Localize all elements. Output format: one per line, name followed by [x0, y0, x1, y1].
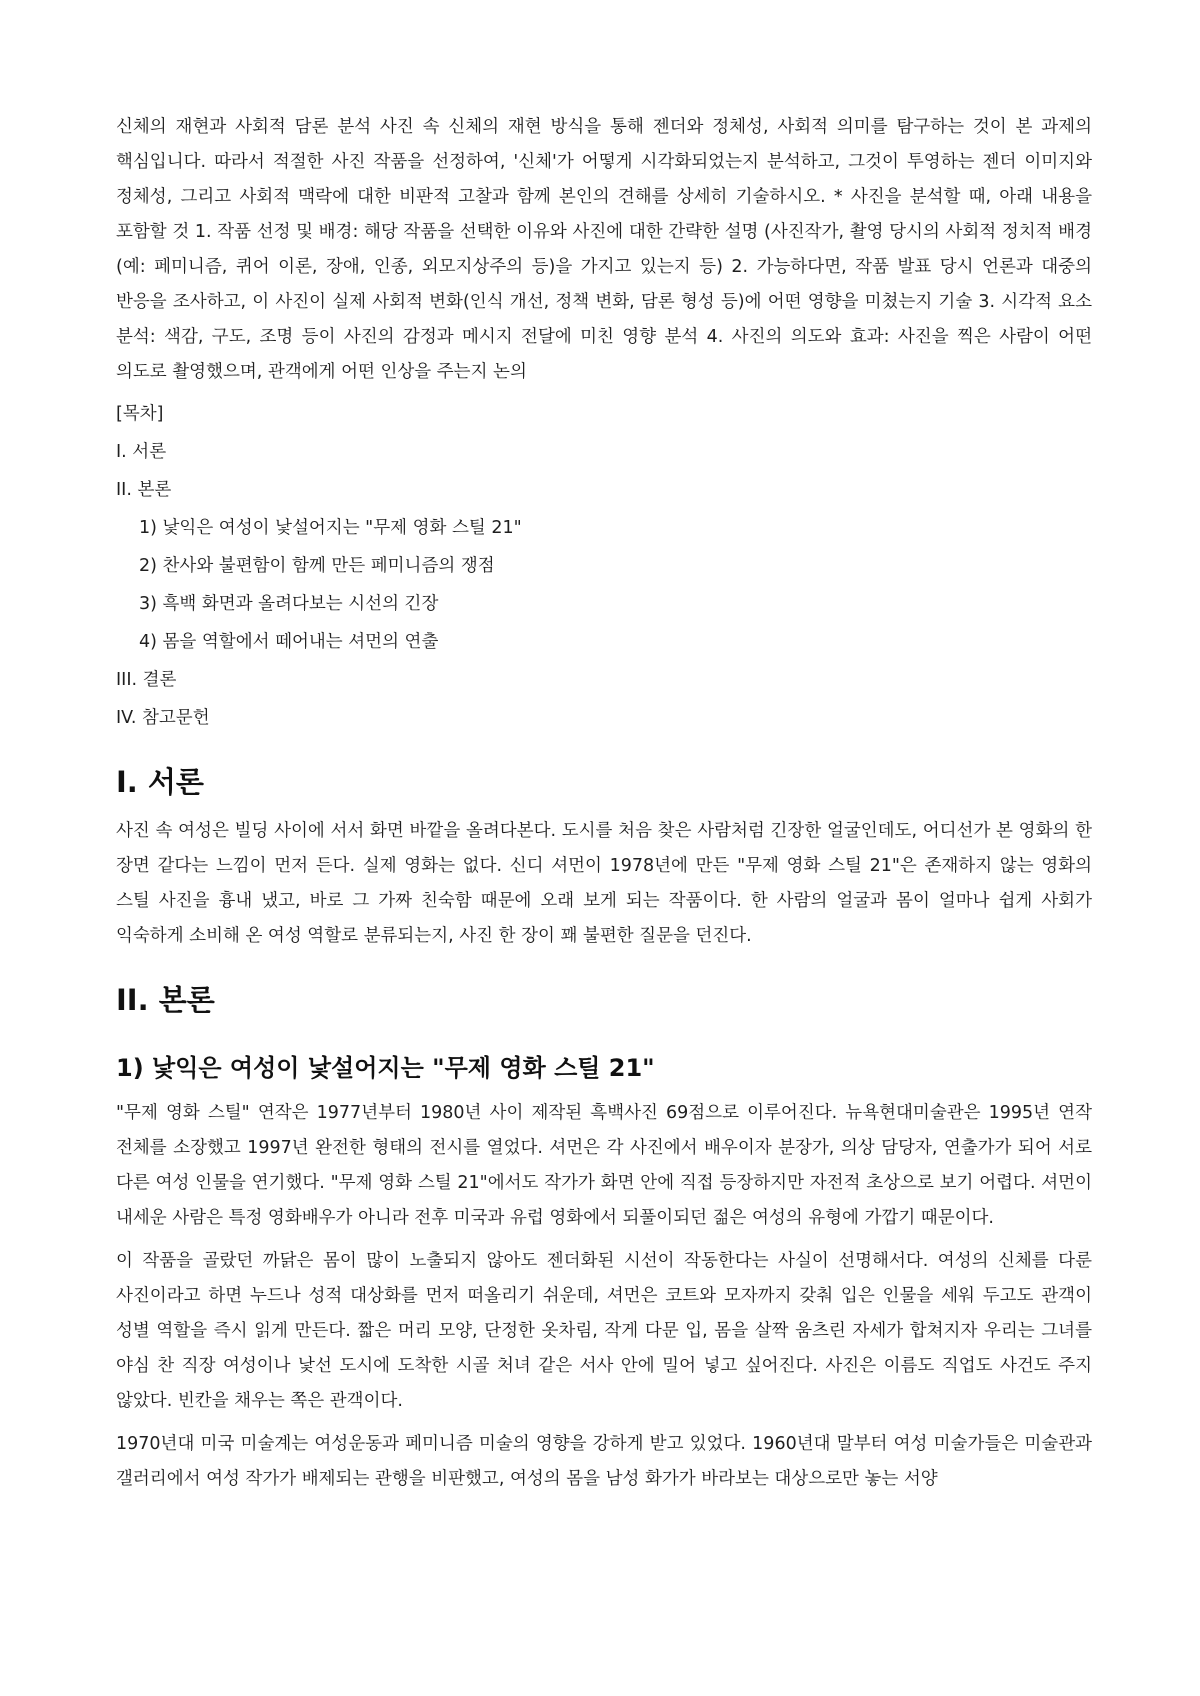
section-heading-body: II. 본론: [116, 983, 215, 1017]
body-paragraph: "무제 영화 스틸" 연작은 1977년부터 1980년 사이 제작된 흑백사진 69점으로 이루어진다. 뉴욕현대미술관은 1995년 연작 전체를 소장했고 1997년 완전한 형태의 전시를 열었다. 셔먼은 각 사진에서 배우이자 분장가, 의상 담당자, 연출가가 되어 서로 다른 여성 인물을 연기했다. "무제 영화 스틸 21"에서도 작가가 화면 안에 직접 등장하지만 자전적 초상으로 보기 어렵다. 셔먼이 내세운 사람은 특정 영화배우가 아니라 전후 미국과 유럽 영화에서 되풀이되던 젊은 여성의 유형에 가깝기 때문이다.: [116, 1103, 1092, 1228]
toc-subitem-2: 2) 찬사와 불편함이 함께 만든 페미니즘의 쟁점: [139, 556, 495, 576]
section-heading-intro: I. 서론: [116, 765, 204, 799]
toc-item-conclusion: III. 결론: [116, 670, 177, 690]
subsection-heading-1: 1) 낯익은 여성이 낯설어지는 "무제 영화 스틸 21": [116, 1054, 655, 1082]
intro-paragraph: 사진 속 여성은 빌딩 사이에 서서 화면 바깥을 올려다본다. 도시를 처음 찾은 사람처럼 긴장한 얼굴인데도, 어디선가 본 영화의 한 장면 같다는 느낌이 먼저 든다. 실제 영화는 없다. 신디 셔먼이 1978년에 만든 "무제 영화 스틸 21"은 존재하지 않는 영화의 스틸 사진을 흉내 냈고, 바로 그 가짜 친숙함 때문에 오래 보게 되는 작품이다. 한 사람의 얼굴과 몸이 얼마나 쉽게 사회가 익숙하게 소비해 온 여성 역할로 분류되는지, 사진 한 장이 꽤 불편한 질문을 던진다.: [116, 821, 1092, 946]
toc-item-references: IV. 참고문헌: [116, 708, 210, 728]
body-paragraph: 1970년대 미국 미술계는 여성운동과 페미니즘 미술의 영향을 강하게 받고 있었다. 1960년대 말부터 여성 미술가들은 미술관과 갤러리에서 여성 작가가 배제되는 관행을 비판했고, 여성의 몸을 남성 화가가 바라보는 대상으로만 놓는 서양: [116, 1434, 1092, 1489]
toc-subitem-3: 3) 흑백 화면과 올려다보는 시선의 긴장: [139, 594, 439, 614]
assignment-prompt: 신체의 재현과 사회적 담론 분석 사진 속 신체의 재현 방식을 통해 젠더와 정체성, 사회적 의미를 탐구하는 것이 본 과제의 핵심입니다. 따라서 적절한 사진 작품을 선정하여, '신체'가 어떻게 시각화되었는지 분석하고, 그것이 투영하는 젠더 이미지와 정체성, 그리고 사회적 맥락에 대한 비판적 고찰과 함께 본인의 견해를 상세히 기술하시오. * 사진을 분석할 때, 아래 내용을 포함할 것 1. 작품 선정 및 배경: 해당 작품을 선택한 이유와 사진에 대한 간략한 설명 (사진작가, 촬영 당시의 사회적 정치적 배경(예: 페미니즘, 퀴어 이론, 장애, 인종, 외모지상주의 등)을 가지고 있는지 등) 2. 가능하다면, 작품 발표 당시 언론과 대중의 반응을 조사하고, 이 사진이 실제 사회적 변화(인식 개선, 정책 변화, 담론 형성 등)에 어떤 영향을 미쳤는지 기술 3. 시각적 요소 분석: 색감, 구도, 조명 등이 사진의 감정과 메시지 전달에 미친 영향 분석 4. 사진의 의도와 효과: 사진을 찍은 사람이 어떤 의도로 촬영했으며, 관객에게 어떤 인상을 주는지 논의: [116, 117, 1092, 382]
toc-item-body: II. 본론: [116, 480, 172, 500]
toc-item-intro: I. 서론: [116, 442, 167, 462]
body-paragraph: 이 작품을 골랐던 까닭은 몸이 많이 노출되지 않아도 젠더화된 시선이 작동한다는 사실이 선명해서다. 여성의 신체를 다룬 사진이라고 하면 누드나 성적 대상화를 먼저 떠올리기 쉬운데, 셔먼은 코트와 모자까지 갖춰 입은 인물을 세워 두고도 관객이 성별 역할을 즉시 읽게 만든다. 짧은 머리 모양, 단정한 옷차림, 작게 다문 입, 몸을 살짝 움츠린 자세가 합쳐지자 우리는 그녀를 야심 찬 직장 여성이나 낯선 도시에 도착한 시골 처녀 같은 서사 안에 밀어 넣고 싶어진다. 사진은 이름도 직업도 사건도 주지 않았다. 빈칸을 채우는 쪽은 관객이다.: [116, 1251, 1092, 1411]
toc-subitem-1: 1) 낯익은 여성이 낯설어지는 "무제 영화 스틸 21": [139, 518, 522, 538]
toc-title: [목차]: [116, 404, 164, 424]
toc-subitem-4: 4) 몸을 역할에서 떼어내는 셔먼의 연출: [139, 632, 439, 652]
table-of-contents: [116, 435, 1092, 736]
